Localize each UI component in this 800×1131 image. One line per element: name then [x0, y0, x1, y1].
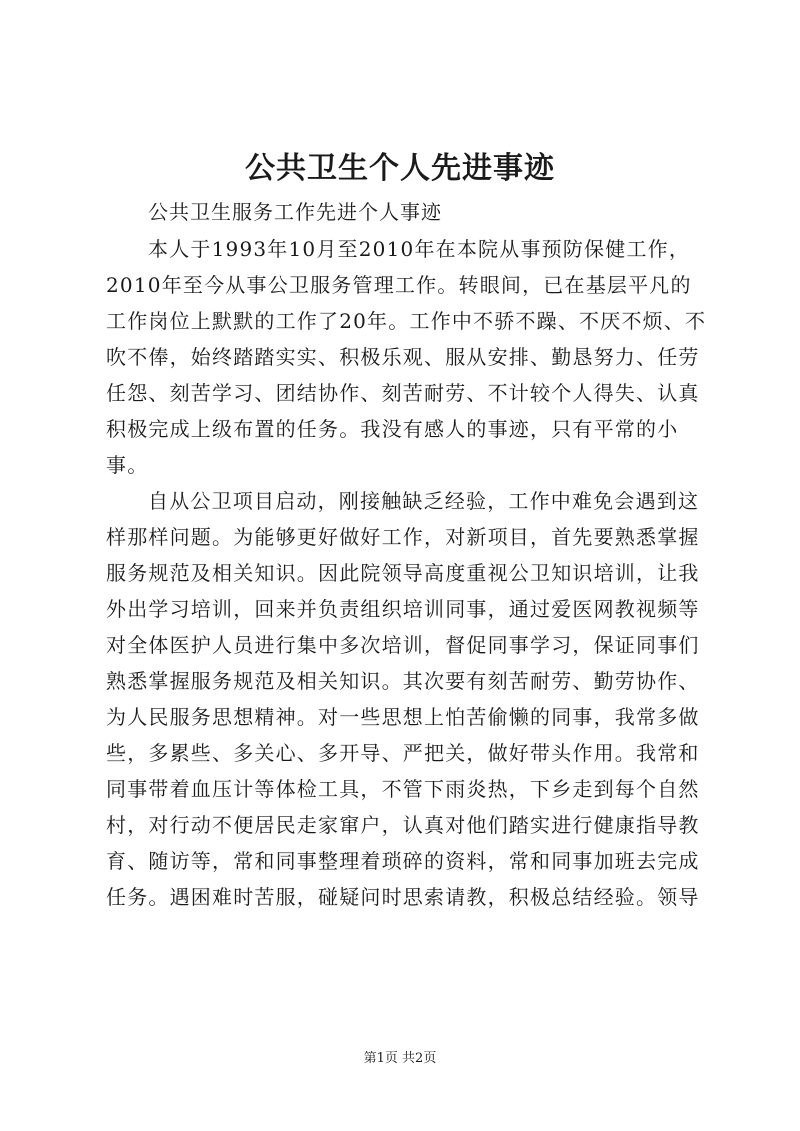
document-title: 公共卫生个人先进事迹: [245, 151, 555, 186]
page-footer: 第1页 共2页: [363, 1051, 437, 1066]
body-paragraph: 自从公卫项目启动，刚接触缺乏经验，工作中难免会遇到这样那样问题。为能够更好做好工作，对新项目，首先要熟悉掌握服务规范及相关知识。因此院领导高度重视公卫知识培训，让我外出学习培训，回来并负责组织培训同事，通过爱医网教视频等对全体医护人员进行集中多次培训，督促同事学习，保证同事们熟悉掌握服务规范及相关知识。其次要有刻苦耐劳、勤劳协作、为人民服务思想精神。对一些思想上怕苦偷懒的同事，我常多做些，多累些、多关心、多开导、严把关，做好带头作用。我常和同事带着血压计等体检工具，不管下雨炎热，下乡走到每个自然村，对行动不便居民走家窜户，认真对他们踏实进行健康指导教育、随访等，常和同事整理着琐碎的资料，常和同事加班去完成任务。遇困难时苦服，碰疑问时思索请教，积极总结经验。领导: [106, 489, 700, 909]
document-subtitle: 公共卫生服务工作先进个人事迹: [148, 200, 442, 224]
body-paragraph: 本人于1993年10月至2010年在本院从事预防保健工作，2010年至今从事公卫服务管理工作。转眼间，已在基层平凡的工作岗位上默默的工作了20年。工作中不骄不躁、不厌不烦、不吹不俸，始终踏踏实实、积极乐观、服从安排、勤恳努力、任劳任怨、刻苦学习、团结协作、刻苦耐劳、不计较个人得失、认真积极完成上级布置的任务。我没有感人的事迹，只有平常的小事。: [106, 237, 707, 477]
document-body: [106, 231, 708, 915]
